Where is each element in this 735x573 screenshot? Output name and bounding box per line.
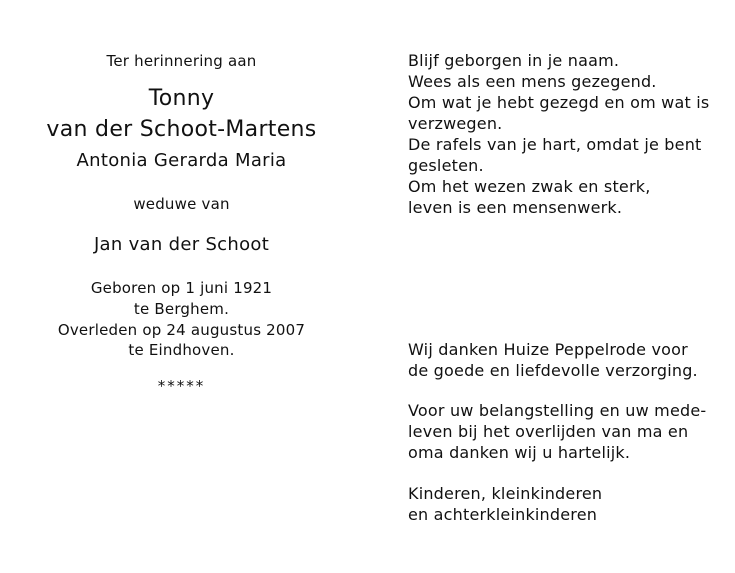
spouse-name: Jan van der Schoot bbox=[93, 234, 270, 255]
born-line: Geboren op 1 juni 1921 bbox=[90, 279, 273, 297]
poem-line: Blijf geborgen in je naam. bbox=[408, 51, 620, 70]
signature-line: en achterkleinkinderen bbox=[408, 505, 598, 524]
poem-line: De rafels van je hart, omdat je bent bbox=[408, 135, 702, 154]
full-name: van der Schoot-Martens bbox=[46, 117, 317, 142]
signature-line: Kinderen, kleinkinderen bbox=[408, 484, 603, 503]
born-place: te Berghem. bbox=[133, 300, 230, 318]
poem-line: leven is een mensenwerk. bbox=[408, 198, 623, 217]
poem-line: Om het wezen zwak en sterk, bbox=[408, 177, 651, 196]
thanks-sympathy-line: Voor uw belangstelling en uw mede- bbox=[408, 401, 707, 420]
thanks-sympathy-line: oma danken wij u hartelijk. bbox=[408, 443, 631, 462]
intro-text: Ter herinnering aan bbox=[106, 52, 257, 70]
thanks-sympathy-line: leven bij het overlijden van ma en bbox=[408, 422, 689, 441]
first-name: Tonny bbox=[148, 86, 215, 111]
thanks-care-line: de goede en liefdevolle verzorging. bbox=[408, 361, 698, 380]
separator-stars: ***** bbox=[157, 377, 206, 395]
given-names: Antonia Gerarda Maria bbox=[76, 150, 287, 171]
poem-line: verzwegen. bbox=[408, 114, 503, 133]
thanks-care-line: Wij danken Huize Peppelrode voor bbox=[408, 340, 688, 359]
relation-text: weduwe van bbox=[133, 195, 230, 213]
poem-line: gesleten. bbox=[408, 156, 484, 175]
died-line: Overleden op 24 augustus 2007 bbox=[57, 321, 306, 339]
died-place: te Eindhoven. bbox=[128, 341, 235, 359]
poem-line: Om wat je hebt gezegd en om wat is bbox=[408, 93, 710, 112]
poem-line: Wees als een mens gezegend. bbox=[408, 72, 657, 91]
